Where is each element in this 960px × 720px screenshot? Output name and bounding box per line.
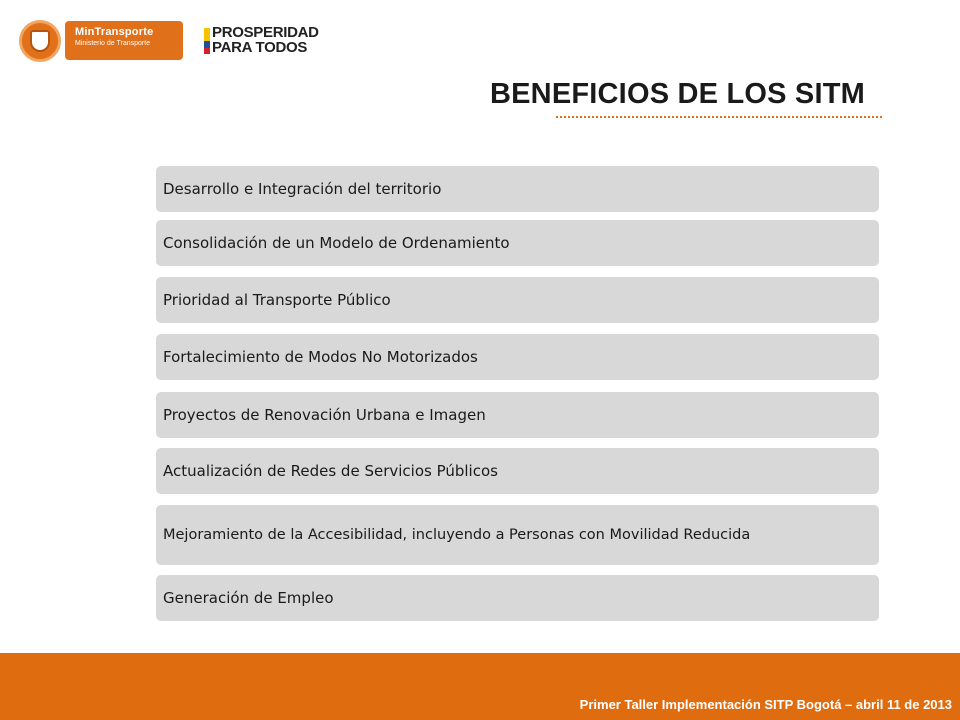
footer-band bbox=[0, 653, 960, 720]
mintransporte-logo bbox=[65, 21, 183, 60]
benefit-item: Actualización de Redes de Servicios Públicos bbox=[156, 448, 879, 494]
benefit-item: Prioridad al Transporte Público bbox=[156, 277, 879, 323]
benefit-item: Proyectos de Renovación Urbana e Imagen bbox=[156, 392, 879, 438]
benefit-item: Desarrollo e Integración del territorio bbox=[156, 166, 879, 212]
benefit-item: Mejoramiento de la Accesibilidad, incluyendo a Personas con Movilidad Reducida bbox=[156, 505, 879, 565]
prosperidad-logo bbox=[212, 25, 319, 55]
ministry-subtitle: Ministerio de Transporte bbox=[75, 40, 151, 47]
benefit-item: Generación de Empleo bbox=[156, 575, 879, 621]
ministry-name: MinTransporte bbox=[75, 26, 154, 38]
colombia-flag-icon bbox=[204, 28, 210, 54]
coat-of-arms-seal-icon bbox=[19, 20, 61, 62]
title-underline bbox=[556, 116, 882, 118]
footer-text: Primer Taller Implementación SITP Bogotá – abril 11 de 2013 bbox=[579, 697, 952, 712]
slogan-line1: PROSPERIDAD bbox=[212, 24, 319, 41]
slide-title: BENEFICIOS DE LOS SITM bbox=[490, 78, 865, 110]
shield-icon bbox=[30, 30, 50, 52]
benefit-item: Fortalecimiento de Modos No Motorizados bbox=[156, 334, 879, 380]
benefit-item: Consolidación de un Modelo de Ordenamiento bbox=[156, 220, 879, 266]
slogan-line2: PARA TODOS bbox=[212, 39, 308, 56]
